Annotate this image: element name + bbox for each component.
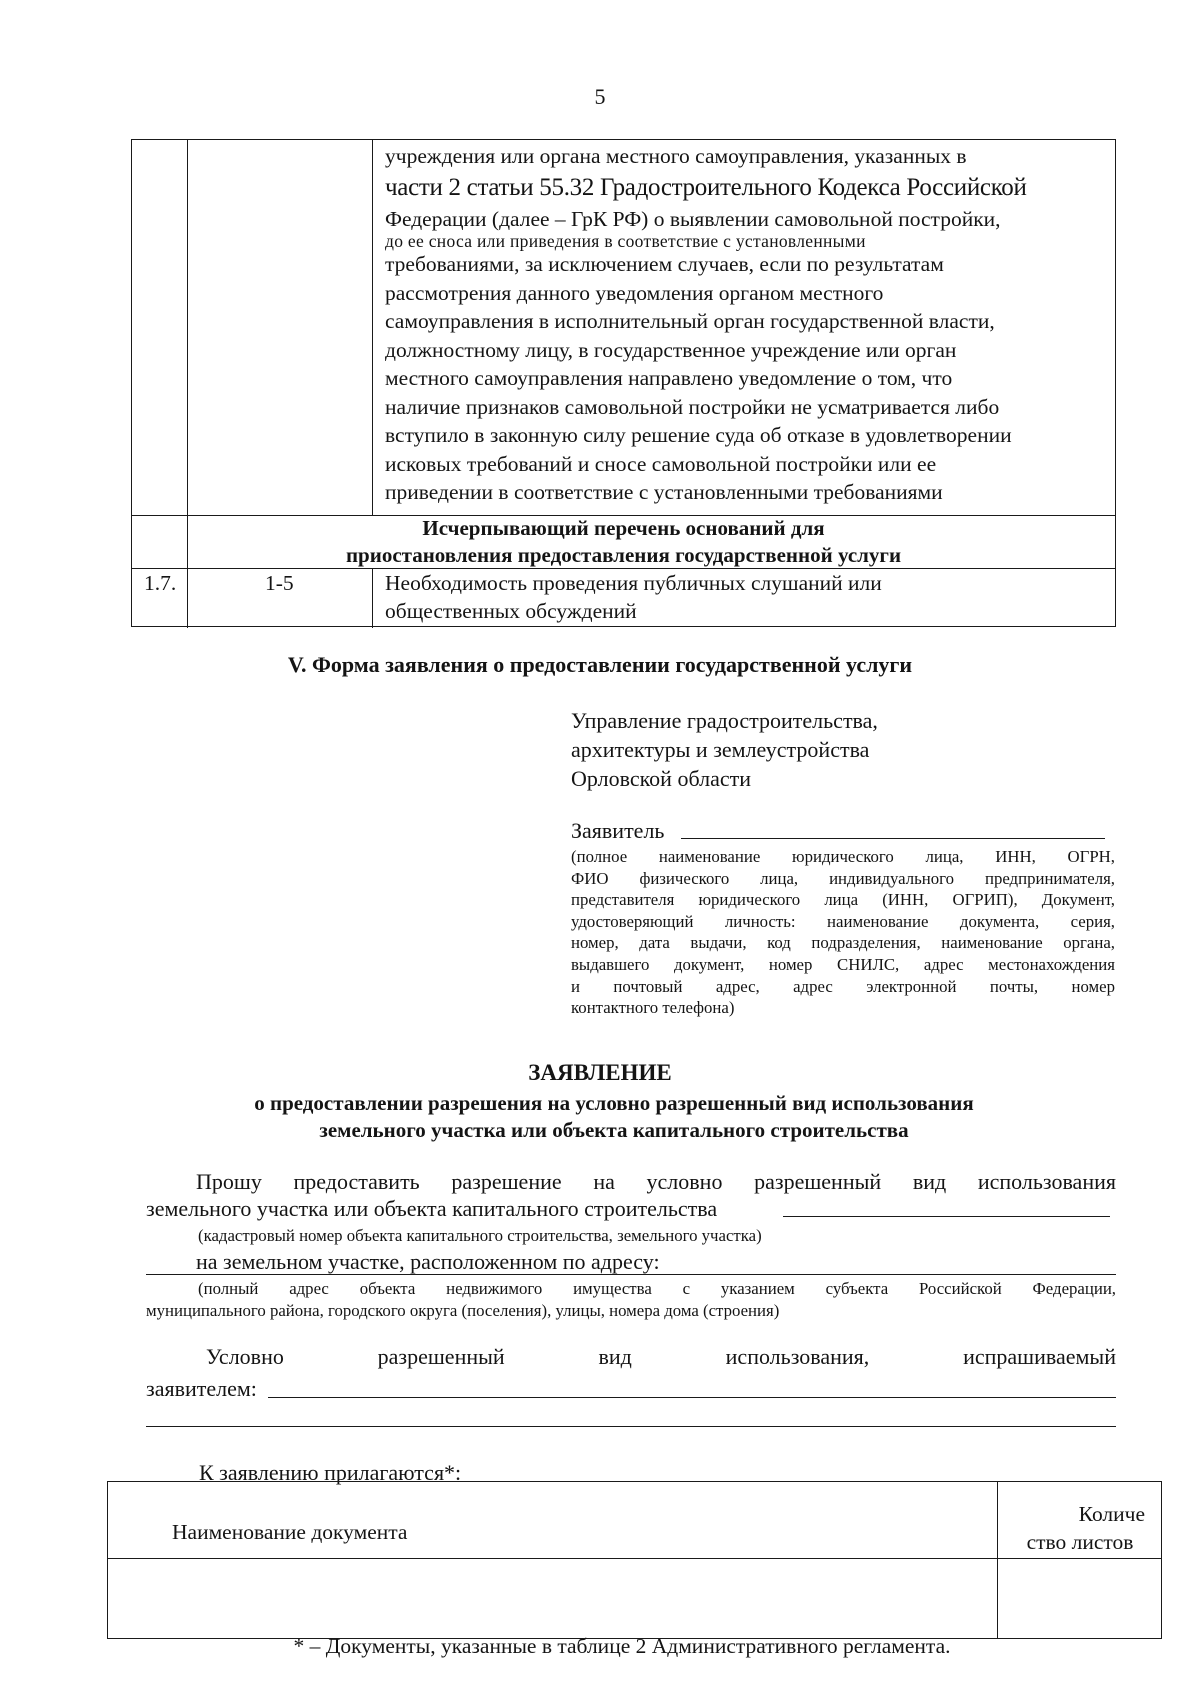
table-column-divider: [997, 1482, 998, 1638]
statement-subtitle: земельного участка или объекта капитального строительства: [319, 1118, 909, 1142]
cadastral-number-field[interactable]: [783, 1216, 1110, 1217]
text-line: самоуправления в исполнительный орган государственной власти,: [385, 309, 995, 333]
section-header: Исчерпывающий перечень оснований для: [422, 516, 825, 540]
usage-field-continued[interactable]: [146, 1426, 1116, 1427]
usage-text: заявителем:: [146, 1376, 257, 1401]
note-line: удостоверяющий личность: наименование документа, серия,: [571, 911, 1115, 931]
continuation-cell: [385, 142, 1110, 507]
text-line: приведении в соответствие с установленными требованиями: [385, 480, 943, 504]
note-line: представителя юридического лица (ИНН, ОГРИП), Документ,: [571, 890, 1115, 910]
field-hint: (кадастровый номер объекта капитального строительства, земельного участка): [198, 1226, 762, 1245]
document-name-cell[interactable]: [108, 1560, 995, 1636]
text-line: исковых требований и сносе самовольной постройки или ее: [385, 451, 937, 476]
footnote: * – Документы, указанные в таблице 2 Административного регламента.: [293, 1634, 951, 1658]
text-line: должностному лицу, в государственное учреждение или орган: [385, 337, 957, 362]
addressee-line: Орловской области: [571, 766, 751, 791]
usage-field[interactable]: [268, 1397, 1116, 1398]
column-header-sheets: [999, 1500, 1161, 1556]
request-text: Прошу предоставить разрешение на условно разрешенный вид использования: [196, 1169, 1116, 1194]
field-hint: (полный адрес объекта недвижимого имущества с указанием субъекта Российской Федерации,: [198, 1279, 1116, 1298]
usage-text: Условно разрешенный вид использования, испрашиваемый: [206, 1344, 1116, 1369]
row-reference: 1-5: [265, 571, 294, 595]
column-header-document: Наименование документа: [172, 1520, 408, 1544]
row-description: общественных обсуждений: [385, 599, 637, 623]
header-line: ство листов: [1026, 1530, 1134, 1554]
text-line: местного самоуправления направлено уведомление о том, что: [385, 366, 953, 390]
sheet-count-cell[interactable]: [999, 1560, 1159, 1636]
note-line: ФИО физического лица, индивидуального предпринимателя,: [571, 868, 1115, 888]
page-number: 5: [594, 84, 606, 109]
section-title: V. Форма заявления о предоставлении государственной услуги: [287, 652, 913, 677]
note-line: номер, дата выдачи, код подразделения, наименование органа,: [571, 933, 1115, 953]
table-column-divider: [372, 568, 373, 628]
text-line: рассмотрения данного уведомления органом местного: [385, 280, 884, 305]
row-number: 1.7.: [144, 571, 177, 595]
request-text: земельного участка или объекта капитального строительства: [146, 1196, 718, 1221]
text-line: до ее сноса или приведения в соответствие с установленными: [385, 231, 866, 251]
note-line: и почтовый адрес, адрес электронной почты, номер: [571, 976, 1115, 996]
note-line: контактного телефона): [571, 998, 735, 1018]
addressee-line: Управление градостроительства,: [571, 708, 878, 733]
attachments-table: [107, 1481, 1162, 1639]
text-line: наличие признаков самовольной постройки не усматривается либо: [385, 394, 1000, 419]
text-line: части 2 статьи 55.32 Градостроительного Кодекса Российской: [385, 173, 1027, 201]
text-line: Федерации (далее – ГрК РФ) о выявлении самовольной постройки,: [385, 206, 1001, 231]
text-line: учреждения или органа местного самоуправления, указанных в: [385, 144, 967, 168]
applicant-label: Заявитель: [571, 818, 665, 843]
text-line: требованиями, за исключением случаев, если по результатам: [385, 252, 944, 276]
field-hint: муниципального района, городского округа (поселения), улицы, номера дома (строения): [146, 1301, 780, 1320]
header-line: Количе: [1078, 1502, 1145, 1526]
requirements-table: [131, 139, 1116, 627]
note-line: (полное наименование юридического лица, ИНН, ОГРН,: [571, 847, 1115, 866]
addressee-block: [571, 706, 878, 793]
attachments-label: К заявлению прилагаются*:: [199, 1460, 462, 1485]
section-header: приостановления предоставления государственной услуги: [345, 543, 902, 567]
statement-title: ЗАЯВЛЕНИЕ: [528, 1060, 672, 1085]
applicant-field[interactable]: [681, 838, 1105, 839]
applicant-note: [571, 846, 1115, 1019]
table-row-divider: [108, 1558, 1161, 1559]
addressee-line: архитектуры и землеустройства: [571, 737, 870, 762]
table-column-divider: [372, 140, 373, 515]
row-description: Необходимость проведения публичных слушаний или: [385, 571, 882, 595]
statement-subtitle: о предоставлении разрешения на условно разрешенный вид использования: [254, 1091, 974, 1115]
text-line: вступило в законную силу решение суда об отказе в удовлетворении: [385, 423, 1012, 447]
address-label: на земельном участке, расположенном по адресу:: [196, 1249, 660, 1274]
note-line: выдавшего документ, номер СНИЛС, адрес местонахождения: [571, 954, 1115, 974]
